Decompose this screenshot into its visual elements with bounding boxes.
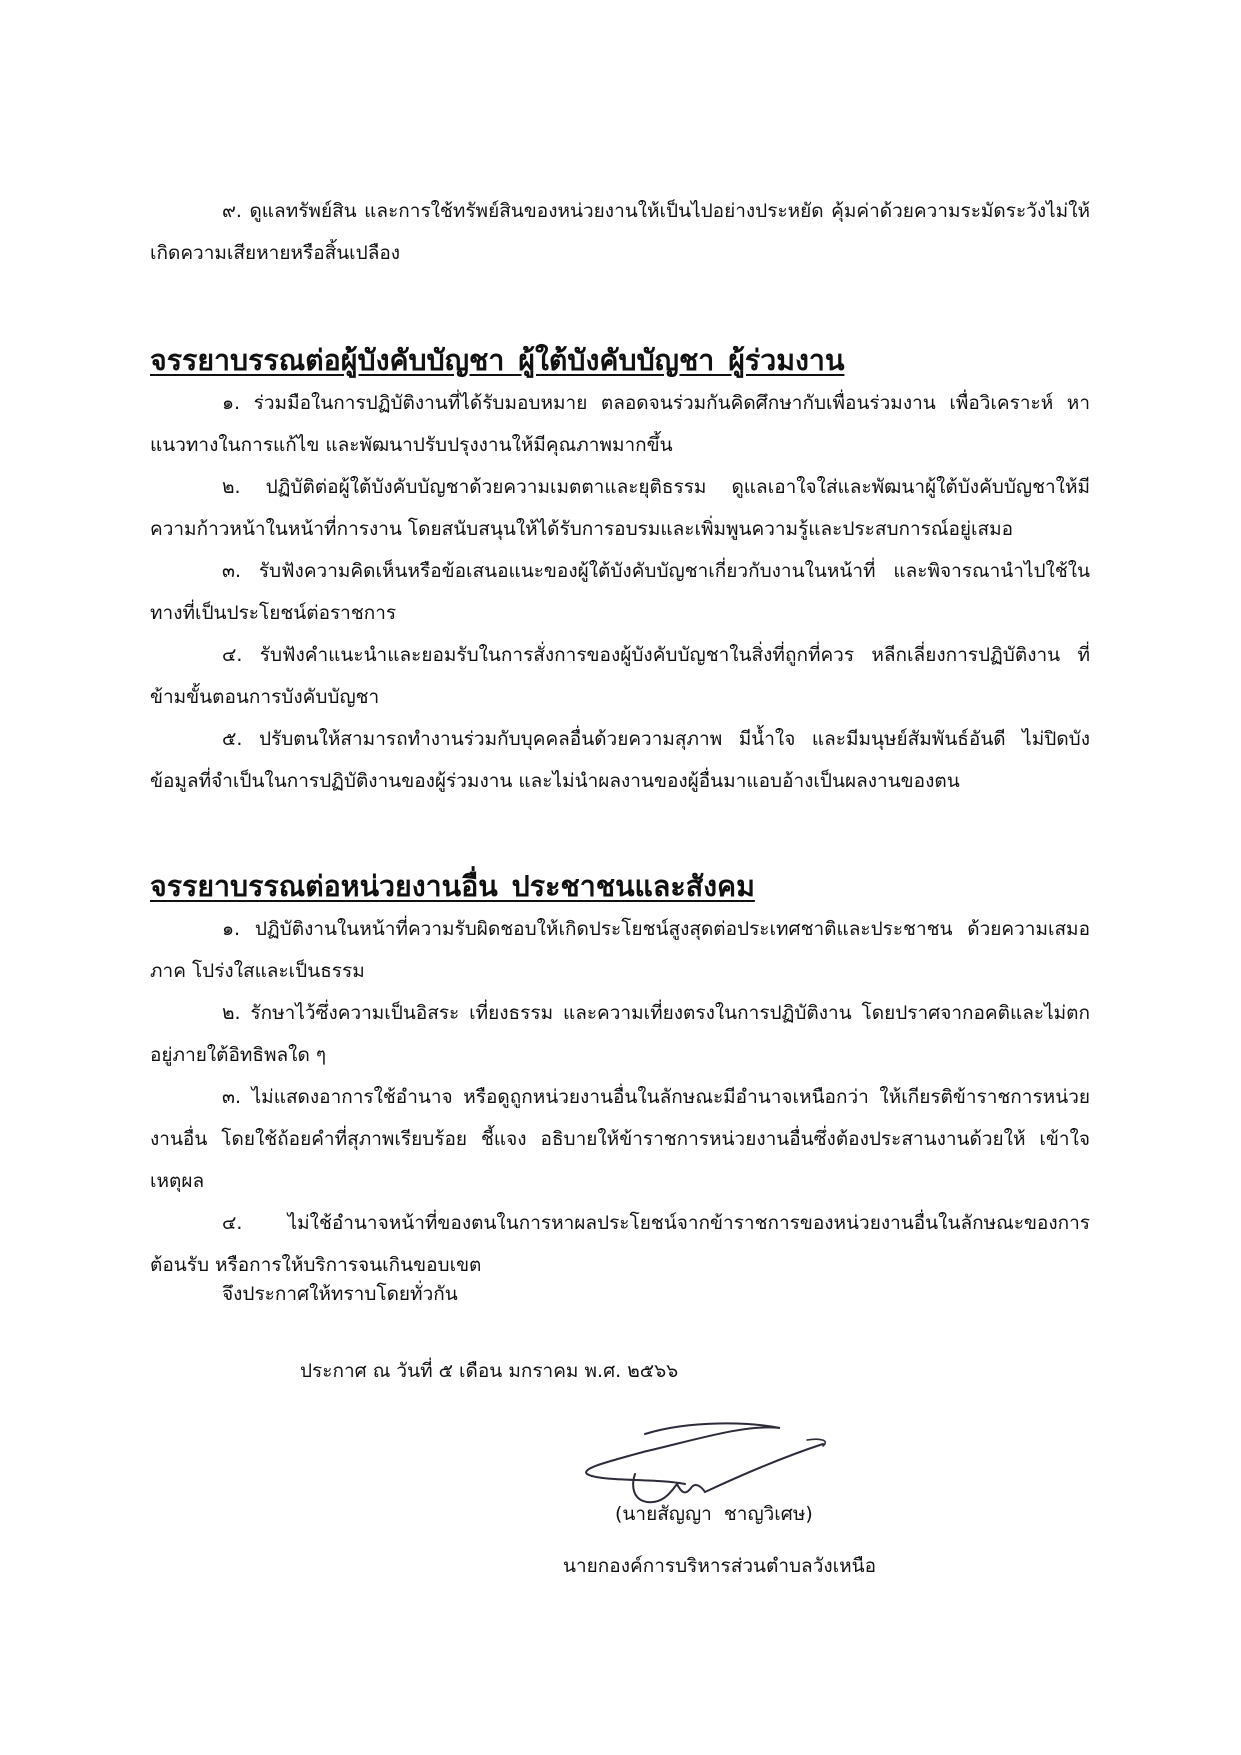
section-property <box>150 190 1090 274</box>
paragraph-item-9: ๙. ดูแลทรัพย์สิน และการใช้ทรัพย์สินของหน่วยงานให้เป็นไปอย่างประหยัด คุ้มค่าด้วยความระมัดระวังไม่ให้เกิดความเสียหายหรือสิ้นเปลือง <box>150 200 1090 264</box>
paragraph-item: ๕. ปรับตนให้สามารถทำงานร่วมกับบุคคลอื่นด้วยความสุภาพ มีน้ำใจ และมีมนุษย์สัมพันธ์อันดี ไม่ปิดบัง ข้อมูลที่จำเป็นในการปฏิบัติงานของผู้ร่วมงาน และไม่นำผลงานของผู้อื่นมาแอบอ้างเป็นผลงานของตน <box>150 728 1090 792</box>
paragraph-item: ๔. รับฟังคำแนะนำและยอมรับในการสั่งการของผู้บังคับบัญชาในสิ่งที่ถูกที่ควร หลีกเลี่ยงการปฏิบัติงาน ที่ข้ามขั้นตอนการบังคับบัญชา <box>150 644 1090 708</box>
paragraph-item: ๒. ปฏิบัติต่อผู้ใต้บังคับบัญชาด้วยความเมตตาและยุติธรรม ดูแลเอาใจใส่และพัฒนาผู้ใต้บังคับบัญชาให้มีความก้าวหน้าในหน้าที่การงาน โดยสนับสนุนให้ได้รับการอบรมและเพิ่มพูนความรู้และประสบการณ์อยู่เสมอ <box>150 476 1090 540</box>
paragraph-item: ๓. รับฟังความคิดเห็นหรือข้อเสนอแนะของผู้ใต้บังคับบัญชาเกี่ยวกับงานในหน้าที่ และพิจารณานำไปใช้ในทางที่เป็นประโยชน์ต่อราชการ <box>150 560 1090 624</box>
section-heading-colleagues: จรรยาบรรณต่อผู้บังคับบัญชา ผู้ใต้บังคับบัญชา ผู้ร่วมงาน <box>150 344 845 377</box>
signatory-name: (นายสัญญา ชาญวิเศษ) <box>615 1503 813 1525</box>
section-colleagues <box>150 340 1090 802</box>
paragraph-item: ๑. ปฏิบัติงานในหน้าที่ความรับผิดชอบให้เกิดประโยชน์สูงสุดต่อประเทศชาติและประชาชน ด้วยความเสมอภาค โปร่งใสและเป็นธรรม <box>150 918 1090 982</box>
signatory-position: นายกองค์การบริหารส่วนตำบลวังเหนือ <box>563 1555 877 1577</box>
announcement-date: ประกาศ ณ วันที่ ๕ เดือน มกราคม พ.ศ. ๒๕๖๖ <box>300 1360 679 1382</box>
paragraph-item: ๒. รักษาไว้ซึ่งความเป็นอิสระ เที่ยงธรรม และความเที่ยงตรงในการปฏิบัติงาน โดยปราศจากอคติและไม่ตกอยู่ภายใต้อิทธิพลใด ๆ <box>150 1002 1090 1066</box>
paragraph-item: ๔. ไม่ใช้อำนาจหน้าที่ของตนในการหาผลประโยชน์จากข้าราชการของหน่วยงานอื่นในลักษณะของการต้อนรับ หรือการให้บริการจนเกินขอบเขต <box>150 1212 1090 1276</box>
paragraph-item: ๑. ร่วมมือในการปฏิบัติงานที่ได้รับมอบหมาย ตลอดจนร่วมกันคิดศึกษากับเพื่อนร่วมงาน เพื่อวิเคราะห์ หาแนวทางในการแก้ไข และพัฒนาปรับปรุงงานให้มีคุณภาพมากขึ้น <box>150 392 1090 456</box>
closing-statement: จึงประกาศให้ทราบโดยทั่วกัน <box>222 1283 458 1305</box>
section-heading-society: จรรยาบรรณต่อหน่วยงานอื่น ประชาชนและสังคม <box>150 870 755 903</box>
paragraph-item: ๓. ไม่แสดงอาการใช้อำนาจ หรือดูถูกหน่วยงานอื่นในลักษณะมีอำนาจเหนือกว่า ให้เกียรติข้าราชการหน่วยงานอื่น โดยใช้ถ้อยคำที่สุภาพเรียบร้อย ชี้แจง อธิบายให้ข้าราชการหน่วยงานอื่นซึ่งต้องประสานงานด้วยให้ เข้าใจเหตุผล <box>150 1086 1090 1192</box>
section-society <box>150 866 1090 1286</box>
